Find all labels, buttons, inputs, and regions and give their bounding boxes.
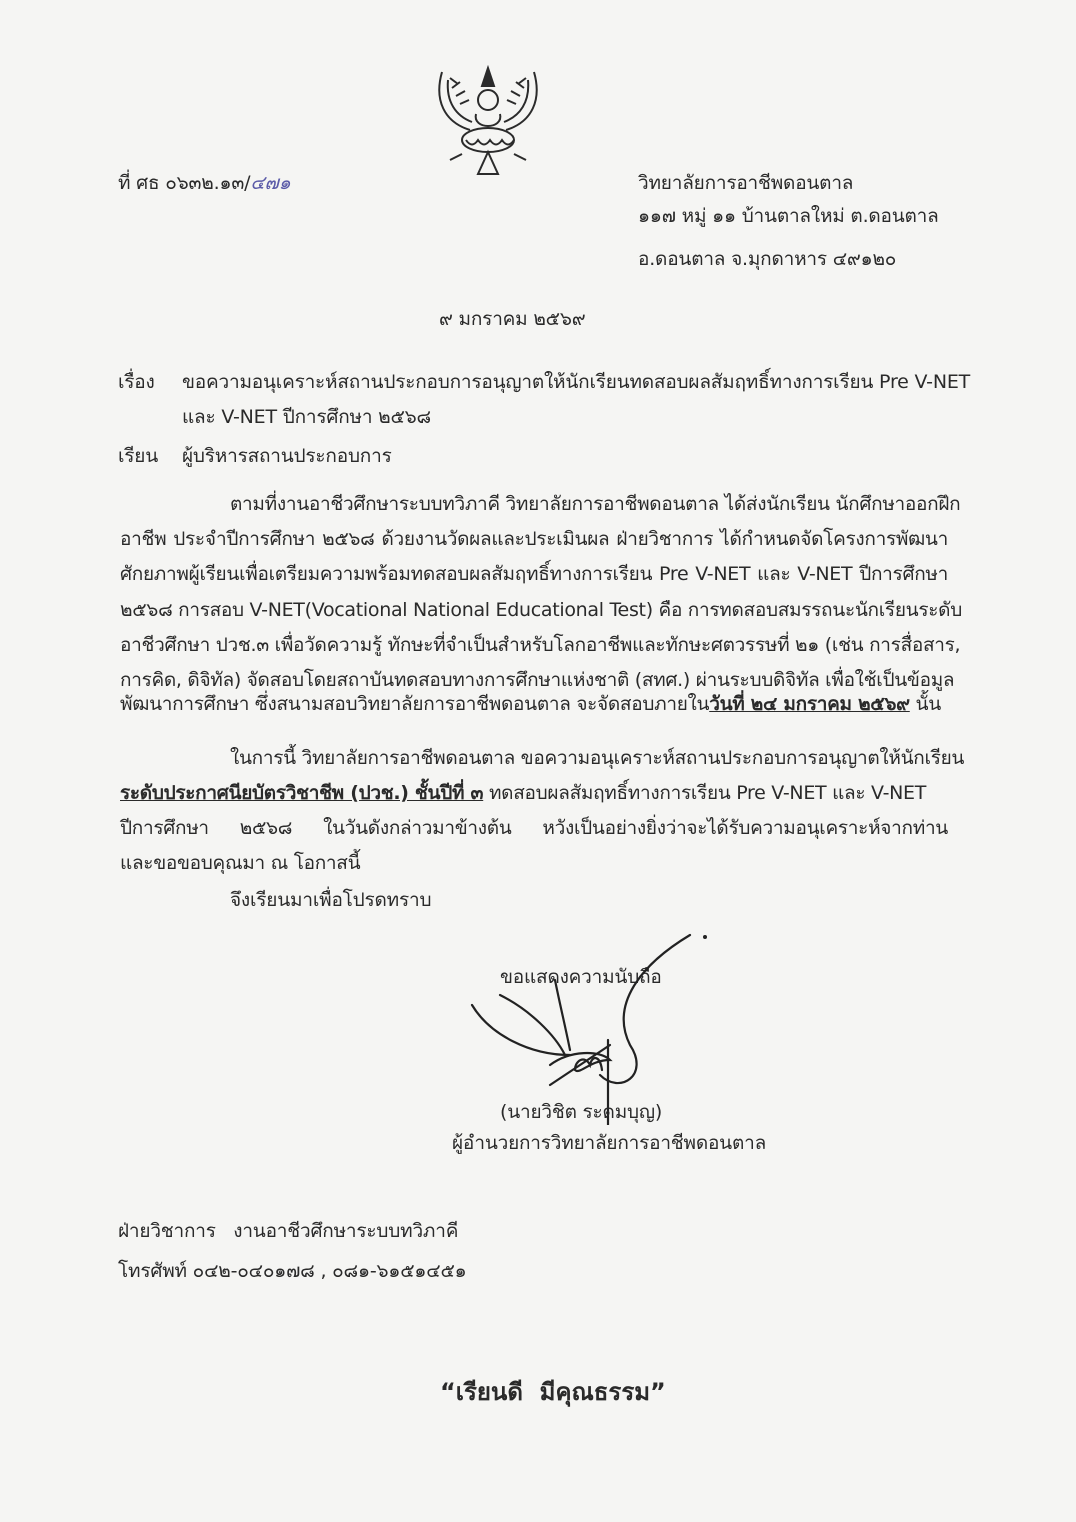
sender-name: วิทยาลัยการอาชีพดอนตาล <box>638 172 854 194</box>
para1-line: การคิด, ดิจิทัล) จัดสอบโดยสถาบันทดสอบทางการศึกษาแห่งชาติ (สทศ.) ผ่านระบบดิจิทัล เพื่อใช้เป็นข้อมูล <box>120 669 955 691</box>
ref-prefix: ที่ ศธ ๐๖๓๒.๑๓/ <box>118 172 251 194</box>
reference-number <box>118 172 290 194</box>
para1-line: ตามที่งานอาชีวศึกษาระบบทวิภาคี วิทยาลัยการอาชีพดอนตาล ได้ส่งนักเรียน นักศึกษาออกฝึก <box>230 493 961 515</box>
phone: โทรศัพท์ ๐๔๒-๐๔๐๑๗๘ , ๐๘๑-๖๑๕๑๔๕๑ <box>118 1260 467 1282</box>
para1-last-line <box>120 693 948 715</box>
para1-last-text: พัฒนาการศึกษา ซึ่งสนามสอบวิทยาลัยการอาชีพดอนตาล จะจัดสอบภายใน <box>120 693 710 715</box>
recipient: ผู้บริหารสถานประกอบการ <box>182 445 392 467</box>
subject-line-1: ขอความอนุเคราะห์สถานประกอบการอนุญาตให้นักเรียนทดสอบผลสัมฤทธิ์ทางการเรียน Pre V-NET <box>182 371 971 393</box>
student-level-emphasis: ระดับประกาศนียบัตรวิชาชีพ (ปวช.) ชั้นปีที่ ๓ <box>120 782 484 804</box>
sender-address-line1: ๑๑๗ หมู่ ๑๑ บ้านตาลใหม่ ต.ดอนตาล <box>638 205 939 227</box>
motto: “เรียนดี มีคุณธรรม” <box>440 1378 666 1406</box>
signer-title: ผู้อำนวยการวิทยาลัยการอาชีพดอนตาล <box>452 1132 767 1154</box>
para1-last-suffix: นั้น <box>909 693 941 715</box>
subject-label: เรื่อง <box>118 371 155 393</box>
para1-line: อาชีวศึกษา ปวช.๓ เพื่อวัดความรู้ ทักษะที่จำเป็นสำหรับโลกอาชีพและทักษะศตวรรษที่ ๒๑ (เช่น การสื่อสาร, <box>120 634 961 656</box>
regards: ขอแสดงความนับถือ <box>500 966 662 988</box>
signer-name: (นายวิชิต ระดมบุญ) <box>500 1101 663 1123</box>
ref-handwritten-number: ๔๗๑ <box>250 172 291 194</box>
sender-address-line2: อ.ดอนตาล จ.มุกดาหาร ๔๙๑๒๐ <box>638 248 897 270</box>
letter-date: ๙ มกราคม ๒๕๖๙ <box>439 308 586 330</box>
para2-line-2 <box>120 782 948 804</box>
signature-icon <box>460 925 720 1125</box>
closing: จึงเรียนมาเพื่อโปรดทราบ <box>230 889 432 911</box>
para2-line-4: และขอขอบคุณมา ณ โอกาสนี้ <box>120 852 361 874</box>
recipient-label: เรียน <box>118 445 159 467</box>
para2-line-1: ในการนี้ วิทยาลัยการอาชีพดอนตาล ขอความอนุเคราะห์สถานประกอบการอนุญาตให้นักเรียน <box>230 747 965 769</box>
subject-line-2: และ V-NET ปีการศึกษา ๒๕๖๘ <box>182 406 431 428</box>
para1-line: ๒๕๖๘ การสอบ V-NET(Vocational National Educational Test) คือ การทดสอบสมรรถนะนักเรียนระดับ <box>120 599 962 621</box>
para2-line-2-rest: ทดสอบผลสัมฤทธิ์ทางการเรียน Pre V-NET และ V-NET <box>483 782 927 804</box>
garuda-emblem-icon <box>432 60 544 178</box>
para1-line: อาชีพ ประจำปีการศึกษา ๒๕๖๘ ด้วยงานวัดผลและประเมินผล ฝ่ายวิชาการ ได้กำหนดจัดโครงการพัฒนา <box>120 528 948 550</box>
para2-line-3: ปีการศึกษา ๒๕๖๘ ในวันดังกล่าวมาข้างต้น หวังเป็นอย่างยิ่งว่าจะได้รับความอนุเคราะห์จากท่าน <box>120 817 948 839</box>
exam-date-emphasis: วันที่ ๒๔ มกราคม ๒๕๖๙ <box>709 693 910 715</box>
department: ฝ่ายวิชาการ งานอาชีวศึกษาระบบทวิภาคี <box>118 1220 459 1242</box>
para1-line: ศักยภาพผู้เรียนเพื่อเตรียมความพร้อมทดสอบผลสัมฤทธิ์ทางการเรียน Pre V-NET และ V-NET ปีการศึกษา <box>120 563 948 585</box>
